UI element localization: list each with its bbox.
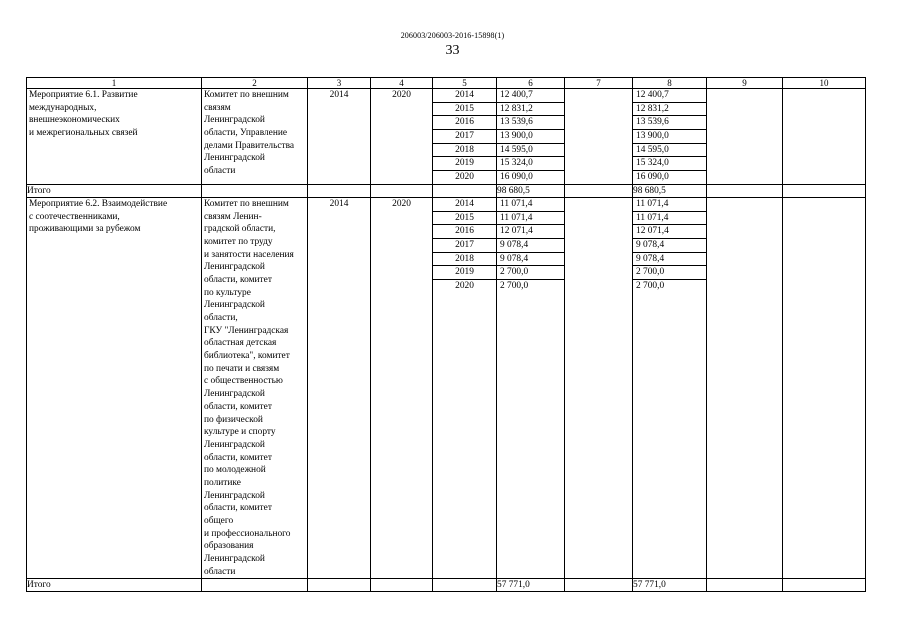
empty-cell <box>371 579 433 592</box>
col8-value: 12 831,2 <box>633 103 706 117</box>
column-number-row <box>27 78 866 89</box>
col8-value: 12 071,4 <box>633 225 706 239</box>
col8-value: 9 078,4 <box>633 253 706 267</box>
empty-cell <box>202 184 308 197</box>
col8-value: 12 400,7 <box>633 89 706 103</box>
year-value: 2017 <box>433 239 496 253</box>
year-value: 2019 <box>433 266 496 280</box>
event-name-line: и межрегиональных связей <box>29 128 138 139</box>
col6-value: 11 071,4 <box>497 212 564 226</box>
col9-cell <box>707 197 783 579</box>
col6-value: 14 595,0 <box>497 144 564 158</box>
col8-value: 11 071,4 <box>633 198 706 212</box>
year-value: 2019 <box>433 157 496 171</box>
page-number: 33 <box>445 43 460 58</box>
event-row <box>27 197 866 579</box>
executor-line: по физической <box>204 414 263 425</box>
event-name-line: международных, <box>29 102 97 113</box>
col8-value: 11 071,4 <box>633 212 706 226</box>
total-label: Итого <box>27 579 202 592</box>
col8-value: 16 090,0 <box>636 172 669 183</box>
event-name-line: с соотечественниками, <box>29 211 120 222</box>
executor-line: библиотека", комитет <box>204 351 290 362</box>
executor-line: по молодежной <box>204 465 266 476</box>
executor-line: Ленинградской <box>204 262 265 273</box>
column-header: 5 <box>433 78 497 89</box>
total-col8: 57 771,0 <box>633 579 707 592</box>
year-value: 2018 <box>433 144 496 158</box>
executor-line: Ленинградской <box>204 439 265 450</box>
column-header: 4 <box>371 78 433 89</box>
empty-cell <box>308 184 371 197</box>
executor-cell <box>202 89 308 185</box>
executor-cell <box>202 197 308 579</box>
col6-value: 2 700,0 <box>500 280 529 291</box>
executor-line: связям Ленин- <box>204 211 262 222</box>
executor-line: Ленинградской <box>204 490 265 501</box>
total-col6: 57 771,0 <box>497 579 565 592</box>
col7-cell <box>565 197 633 579</box>
event-name-line: проживающими за рубежом <box>29 224 141 235</box>
year-value: 2015 <box>433 103 496 117</box>
empty-cell <box>565 184 633 197</box>
executor-line: культуре и спорту <box>204 427 276 438</box>
empty-cell <box>433 579 497 592</box>
empty-cell <box>202 579 308 592</box>
event-name-cell <box>27 89 202 185</box>
year-value: 2016 <box>433 225 496 239</box>
column-header: 6 <box>497 78 565 89</box>
executor-line: по печати и связям <box>204 363 280 374</box>
col6-value: 15 324,0 <box>497 157 564 171</box>
col6-value: 16 090,0 <box>500 172 533 183</box>
col6-list-cell <box>497 197 565 579</box>
year-value: 2017 <box>433 130 496 144</box>
total-row <box>27 184 866 197</box>
executor-line: областная детская <box>204 338 277 349</box>
event-name-line: Мероприятие 6.1. Развитие <box>29 90 138 100</box>
executor-line: Ленинградской <box>204 554 265 565</box>
executor-line: ГКУ "Ленинградская <box>204 325 289 336</box>
executor-line: связям <box>204 102 231 113</box>
total-row <box>27 579 866 592</box>
executor-line: градской области, <box>204 224 276 235</box>
executor-line: общего <box>204 516 234 526</box>
total-col8: 98 680,5 <box>633 184 707 197</box>
empty-cell <box>433 184 497 197</box>
executor-line: Комитет по внешним <box>204 90 289 100</box>
col10-cell <box>783 89 866 185</box>
start-year-cell: 2014 <box>308 89 371 185</box>
empty-cell <box>371 184 433 197</box>
executor-line: образования <box>204 541 254 552</box>
executor-line: с общественностью <box>204 376 283 387</box>
executor-line: Ленинградской <box>204 153 265 164</box>
total-label: Итого <box>27 184 202 197</box>
col7-cell <box>565 89 633 185</box>
empty-cell <box>707 184 783 197</box>
executor-line: и профессионального <box>204 528 291 539</box>
year-value: 2020 <box>455 280 474 291</box>
year-value: 2015 <box>433 212 496 226</box>
executor-line: Ленинградской <box>204 300 265 311</box>
col6-list-cell <box>497 89 565 185</box>
document-id: 206003/206003-2016-15898(1) <box>400 31 505 40</box>
col6-value: 12 400,7 <box>497 89 564 103</box>
year-list-cell <box>433 89 497 185</box>
col8-value: 14 595,0 <box>633 144 706 158</box>
empty-cell <box>783 579 866 592</box>
col6-value: 12 071,4 <box>497 225 564 239</box>
col8-value: 13 900,0 <box>633 130 706 144</box>
col6-value: 9 078,4 <box>497 239 564 253</box>
col8-value: 13 539,6 <box>633 116 706 130</box>
column-header: 3 <box>308 78 371 89</box>
executor-line: Комитет по внешним <box>204 198 289 209</box>
year-list-cell <box>433 197 497 579</box>
executor-line: области, комитет <box>204 503 272 514</box>
col6-value: 12 831,2 <box>497 103 564 117</box>
col6-value: 11 071,4 <box>497 198 564 212</box>
executor-line: области, <box>204 313 238 323</box>
year-value: 2018 <box>433 253 496 267</box>
executor-line: области <box>204 566 236 577</box>
column-header: 9 <box>707 78 783 89</box>
executor-line: области, Управление <box>204 128 288 139</box>
col10-cell <box>783 197 866 579</box>
column-header: 1 <box>27 78 202 89</box>
col8-list-cell <box>633 197 707 579</box>
end-year-cell: 2020 <box>371 197 433 579</box>
total-col6: 98 680,5 <box>497 184 565 197</box>
empty-cell <box>565 579 633 592</box>
col6-value: 13 539,6 <box>497 116 564 130</box>
executor-line: области, комитет <box>204 452 272 463</box>
column-header: 8 <box>633 78 707 89</box>
col9-cell <box>707 89 783 185</box>
col8-value: 2 700,0 <box>633 266 706 280</box>
col8-value: 15 324,0 <box>633 157 706 171</box>
executor-line: делами Правительства <box>204 140 295 151</box>
col6-value: 13 900,0 <box>497 130 564 144</box>
empty-cell <box>783 184 866 197</box>
year-value: 2016 <box>433 116 496 130</box>
executor-line: политике <box>204 477 241 488</box>
col8-list-cell <box>633 89 707 185</box>
column-header: 7 <box>565 78 633 89</box>
year-value: 2020 <box>455 172 474 183</box>
executor-line: комитет по труду <box>204 236 273 247</box>
executor-line: Ленинградской <box>204 389 265 400</box>
col8-value: 2 700,0 <box>636 280 665 291</box>
executor-line: Ленинградской <box>204 115 265 126</box>
executor-line: по культуре <box>204 287 251 298</box>
event-row <box>27 89 866 185</box>
executor-line: области <box>204 166 236 177</box>
col6-value: 9 078,4 <box>497 253 564 267</box>
executor-line: и занятости населения <box>204 249 294 260</box>
col6-value: 2 700,0 <box>497 266 564 280</box>
empty-cell <box>707 579 783 592</box>
event-name-line: Мероприятие 6.2. Взаимодействие <box>29 198 168 209</box>
start-year-cell: 2014 <box>308 197 371 579</box>
empty-cell <box>308 579 371 592</box>
executor-line: области, комитет <box>204 401 272 412</box>
column-header: 2 <box>202 78 308 89</box>
year-value: 2014 <box>433 89 496 103</box>
event-name-line: внешнеэкономических <box>29 115 120 126</box>
event-name-cell <box>27 197 202 579</box>
executor-line: области, комитет <box>204 274 272 285</box>
year-value: 2014 <box>433 198 496 212</box>
end-year-cell: 2020 <box>371 89 433 185</box>
program-table <box>26 77 866 592</box>
col8-value: 9 078,4 <box>633 239 706 253</box>
column-header: 10 <box>783 78 866 89</box>
